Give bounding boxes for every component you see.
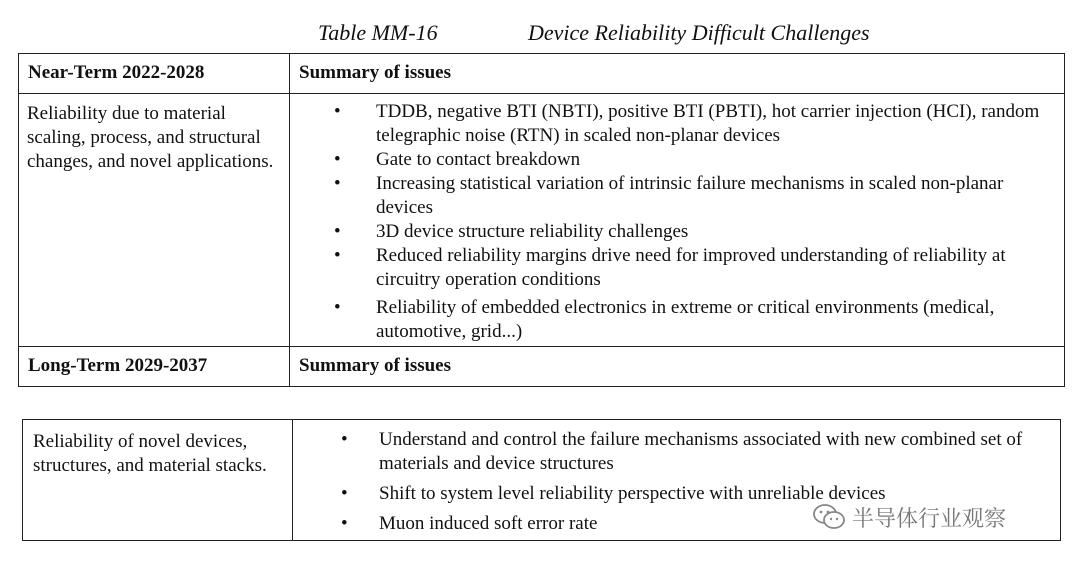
bullet: • [341,483,348,504]
bullet: • [341,513,348,534]
watermark-text: 半导体行业观察 [852,506,1007,532]
list-item [290,296,1064,344]
issue-text: Increasing statistical variation of intrinsic failure mechanisms in scaled non-planar devices [376,173,1004,218]
near-term-header: Near-Term 2022-2028 [19,54,290,94]
bullet: • [334,101,341,122]
issue-text: Reliability of embedded electronics in extreme or critical environments (medical, automotive, grid...) [376,297,995,342]
list-item [290,172,1064,220]
near-term-challenge: Reliability due to material scaling, process, and structural changes, and novel applications. [19,94,290,347]
issue-text: Gate to contact breakdown [376,149,581,170]
issue-text: Shift to system level reliability perspective with unreliable devices [379,483,886,504]
list-item [293,428,1060,476]
list-item [290,100,1064,148]
long-term-summary-header: Summary of issues [290,347,1065,387]
table-number: Table MM-16 [318,20,438,45]
list-item [290,148,1064,172]
near-term-issue-list [290,94,1064,346]
long-term-challenge: Reliability of novel devices, structures, and material stacks. [23,420,293,541]
issue-text: TDDB, negative BTI (NBTI), positive BTI (PBTI), hot carrier injection (HCI), random telegraphic noise (RTN) in scaled non-planar devices [376,101,1040,146]
near-term-issues-cell [290,94,1065,347]
near-term-header-row [19,54,1065,94]
issue-text: Reduced reliability margins drive need for improved understanding of reliability at circuitry operation conditions [376,245,1006,290]
table-caption [0,20,1080,50]
list-item [290,220,1064,244]
issue-text: Understand and control the failure mechanisms associated with new combined set of materials and device structures [379,429,1023,474]
long-term-header: Long-Term 2029-2037 [19,347,290,387]
long-term-header-row [19,347,1065,387]
near-term-summary-header: Summary of issues [290,54,1065,94]
bullet: • [334,245,341,266]
near-term-table [18,53,1065,387]
list-item [290,244,1064,292]
watermark [812,500,1006,534]
near-term-body-row [19,94,1065,347]
table-title: Device Reliability Difficult Challenges [528,20,870,45]
issue-text: 3D device structure reliability challenges [376,221,689,242]
bullet: • [341,429,348,450]
issue-text: Muon induced soft error rate [379,513,598,534]
bullet: • [334,297,341,318]
wechat-icon [812,502,846,532]
bullet: • [334,149,341,170]
bullet: • [334,173,341,194]
bullet: • [334,221,341,242]
